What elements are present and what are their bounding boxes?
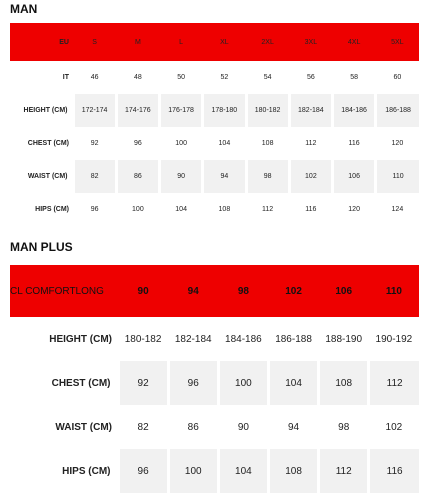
row-label: CHEST (CM)	[51, 377, 111, 389]
table-cell: 108	[319, 361, 369, 405]
table-cell: 104	[268, 361, 318, 405]
man-row-chest	[10, 127, 419, 160]
header-cell-cl-comfortlong: CL COMFORTLONG	[10, 265, 118, 317]
table-cell: 46	[73, 61, 116, 94]
man-plus-section-title: MAN PLUS	[10, 240, 73, 254]
header-cell: 3XL	[289, 23, 332, 61]
table-cell: 186-188	[376, 94, 419, 127]
table-cell: 180-182	[246, 94, 289, 127]
table-cell: 104	[160, 193, 203, 226]
table-cell: 116	[289, 193, 332, 226]
man-plus-header-row	[10, 265, 419, 317]
table-cell: 186-188	[268, 317, 318, 361]
table-cell: 172-174	[73, 94, 116, 127]
table-cell: 100	[218, 361, 268, 405]
table-cell: 176-178	[160, 94, 203, 127]
header-cell: XL	[203, 23, 246, 61]
table-cell: 82	[73, 160, 116, 193]
header-cell: L	[160, 23, 203, 61]
man-row-it	[10, 61, 419, 94]
table-cell: 106	[333, 160, 376, 193]
table-cell: 120	[376, 127, 419, 160]
table-cell: 100	[116, 193, 159, 226]
table-cell: 190-192	[369, 317, 419, 361]
table-cell: 96	[116, 127, 159, 160]
row-label: HIPS (CM)	[35, 206, 69, 213]
row-label: HEIGHT (CM)	[23, 107, 68, 114]
header-cell: 110	[369, 265, 419, 317]
man-plus-row-waist	[10, 405, 419, 449]
table-cell: 58	[333, 61, 376, 94]
table-cell: 98	[246, 160, 289, 193]
man-plus-row-chest	[10, 361, 419, 405]
header-cell: 5XL	[376, 23, 419, 61]
table-cell: 104	[203, 127, 246, 160]
table-cell: 92	[118, 361, 168, 405]
header-cell: 2XL	[246, 23, 289, 61]
man-section-title: MAN	[10, 2, 38, 16]
table-cell: 86	[168, 405, 218, 449]
table-cell: 184-186	[218, 317, 268, 361]
man-header-row	[10, 23, 419, 61]
table-cell: 120	[333, 193, 376, 226]
table-cell: 188-190	[319, 317, 369, 361]
man-plus-row-hips	[10, 449, 419, 493]
man-plus-row-height	[10, 317, 419, 361]
table-cell: 182-184	[168, 317, 218, 361]
table-cell: 124	[376, 193, 419, 226]
table-cell: 102	[289, 160, 332, 193]
man-row-waist	[10, 160, 419, 193]
table-cell: 178-180	[203, 94, 246, 127]
man-size-table	[10, 23, 419, 226]
table-cell: 108	[268, 449, 318, 493]
row-label: WAIST (CM)	[55, 421, 112, 433]
table-cell: 54	[246, 61, 289, 94]
table-cell: 48	[116, 61, 159, 94]
row-label: IT	[62, 74, 69, 81]
table-cell: 180-182	[118, 317, 168, 361]
table-cell: 90	[218, 405, 268, 449]
table-cell: 100	[160, 127, 203, 160]
table-cell: 90	[160, 160, 203, 193]
table-cell: 112	[319, 449, 369, 493]
table-cell: 60	[376, 61, 419, 94]
table-cell: 112	[246, 193, 289, 226]
table-cell: 96	[73, 193, 116, 226]
row-label: CHEST (CM)	[27, 140, 69, 147]
table-cell: 50	[160, 61, 203, 94]
table-cell: 116	[369, 449, 419, 493]
table-cell: 86	[116, 160, 159, 193]
header-cell: 98	[218, 265, 268, 317]
table-cell: 56	[289, 61, 332, 94]
header-cell: M	[116, 23, 159, 61]
row-label: WAIST (CM)	[27, 173, 68, 180]
table-cell: 182-184	[289, 94, 332, 127]
table-cell: 174-176	[116, 94, 159, 127]
man-row-height	[10, 94, 419, 127]
table-cell: 92	[73, 127, 116, 160]
header-cell: 4XL	[333, 23, 376, 61]
table-cell: 104	[218, 449, 268, 493]
header-cell: 90	[118, 265, 168, 317]
table-cell: 112	[289, 127, 332, 160]
table-cell: 94	[268, 405, 318, 449]
table-cell: 98	[319, 405, 369, 449]
man-row-hips	[10, 193, 419, 226]
table-cell: 108	[246, 127, 289, 160]
header-cell-eu: EU	[10, 23, 73, 61]
table-cell: 110	[376, 160, 419, 193]
row-label: HIPS (CM)	[62, 465, 111, 477]
table-cell: 100	[168, 449, 218, 493]
table-cell: 96	[168, 361, 218, 405]
header-cell: 106	[319, 265, 369, 317]
table-cell: 108	[203, 193, 246, 226]
table-cell: 184-186	[333, 94, 376, 127]
table-cell: 52	[203, 61, 246, 94]
table-cell: 102	[369, 405, 419, 449]
header-cell: S	[73, 23, 116, 61]
table-cell: 94	[203, 160, 246, 193]
header-cell: 94	[168, 265, 218, 317]
row-label: HEIGHT (CM)	[49, 333, 112, 345]
header-cell: 102	[268, 265, 318, 317]
man-plus-size-table	[10, 265, 419, 493]
table-cell: 96	[118, 449, 168, 493]
table-cell: 116	[333, 127, 376, 160]
table-cell: 82	[118, 405, 168, 449]
table-cell: 112	[369, 361, 419, 405]
